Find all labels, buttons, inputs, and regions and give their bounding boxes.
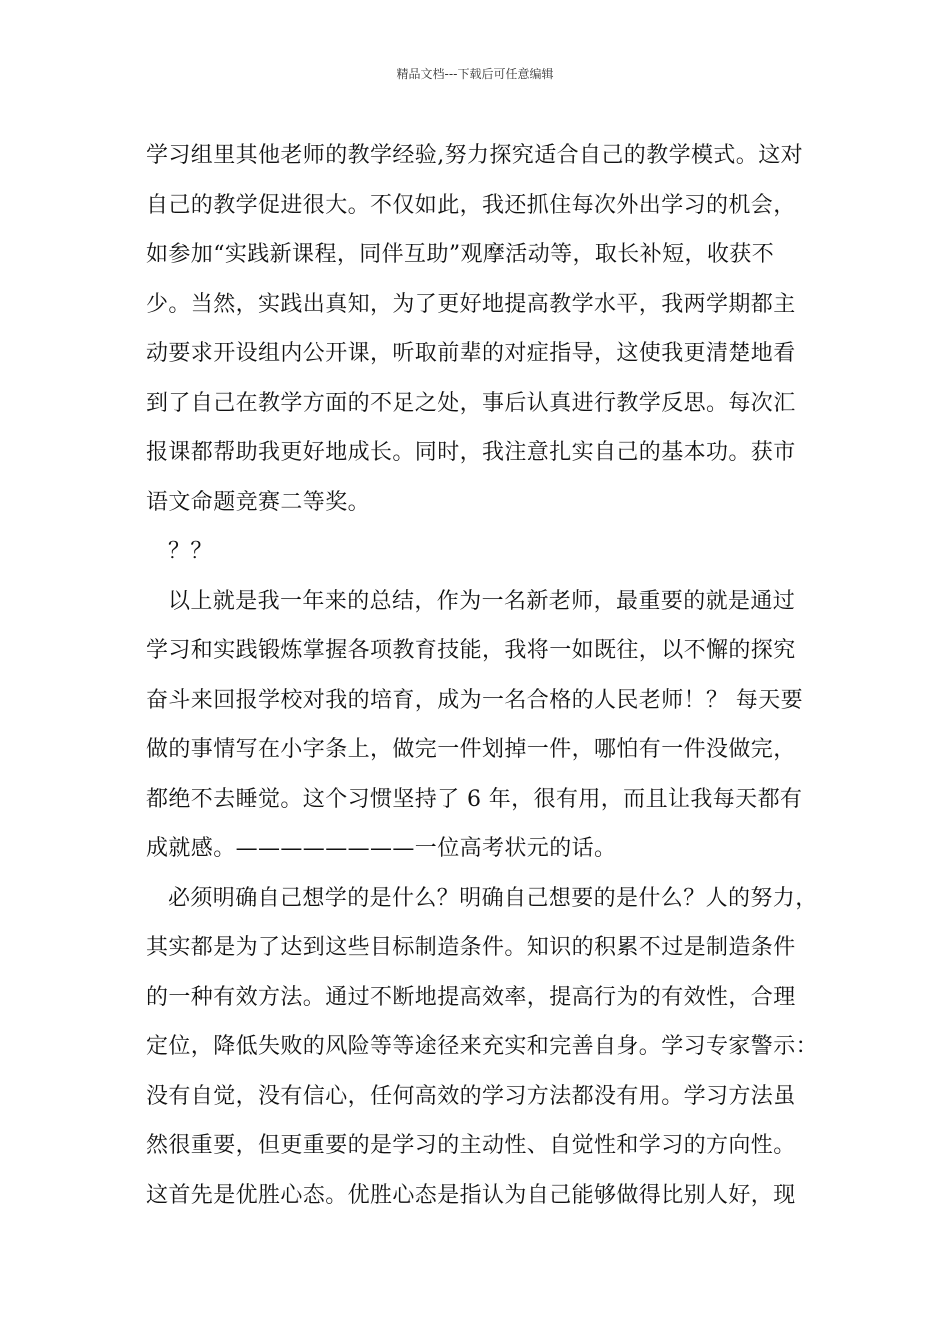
text-line: 少。当然，实践出真知，为了更好地提高教学水平，我两学期都主 [146,291,796,317]
text-line: 然很重要，但更重要的是学习的主动性、自觉性和学习的方向性。 [146,1133,796,1158]
text-line: 定位，降低失败的风险等等途径来充实和完善自身。学习专家警示： [146,1034,819,1059]
paragraph [146,874,836,1221]
text-line: 如参加“实践新课程，同伴互助”观摩活动等，取长补短，收获不 [146,242,775,267]
paragraph [146,527,836,577]
text-line: 以上就是我一年来的总结，作为一名新老师，最重要的就是通过 [168,588,796,614]
text-line: 学习和实践锻炼掌握各项教育技能，我将一如既往，以不懈的探究 [146,638,796,663]
text-line: ？？ [168,539,213,564]
paragraph [146,577,836,874]
text-line: 没有自觉，没有信心，任何高效的学习方法都没有用。学习方法虽 [146,1083,796,1109]
text-line: 成就感。————————一位高考状元的话。 [146,836,617,861]
document-body [146,131,836,1220]
text-line: 其实都是为了达到这些目标制造条件。知识的积累不过是制造条件 [146,935,796,960]
text-line: 必须明确自己想学的是什么？明确自己想要的是什么？人的努力， [168,885,818,911]
text-line: 报课都帮助我更好地成长。同时，我注意扎实自己的基本功。获市 [146,440,796,465]
text-line: 的一种有效方法。通过不断地提高效率，提高行为的有效性，合理 [146,984,796,1010]
text-line: 奋斗来回报学校对我的培育，成为一名合格的人民老师！？ 每天要 [146,687,803,713]
page-header: 精品文档---下载后可任意编辑 [396,67,554,81]
text-line: 到了自己在教学方面的不足之处，事后认真进行教学反思。每次汇 [146,390,796,416]
text-line: 做的事情写在小字条上，做完一件划掉一件，哪怕有一件没做完， [146,737,796,762]
paragraph [146,131,836,527]
text-line: 这首先是优胜心态。优胜心态是指认为自己能够做得比别人好，现 [146,1182,796,1208]
text-line: 都绝不去睡觉。这个习惯坚持了 6 年，很有用，而且让我每天都有 [146,786,803,812]
text-line: 语文命题竞赛二等奖。 [146,489,371,515]
text-line: 自己的教学促进很大。不仅如此，我还抓住每次外出学习的机会， [146,192,796,218]
text-line: 动要求开设组内公开课，听取前辈的对症指导，这使我更清楚地看 [146,341,796,366]
text-line: 学习组里其他老师的教学经验,努力探究适合自己的教学模式。这对 [146,143,803,168]
